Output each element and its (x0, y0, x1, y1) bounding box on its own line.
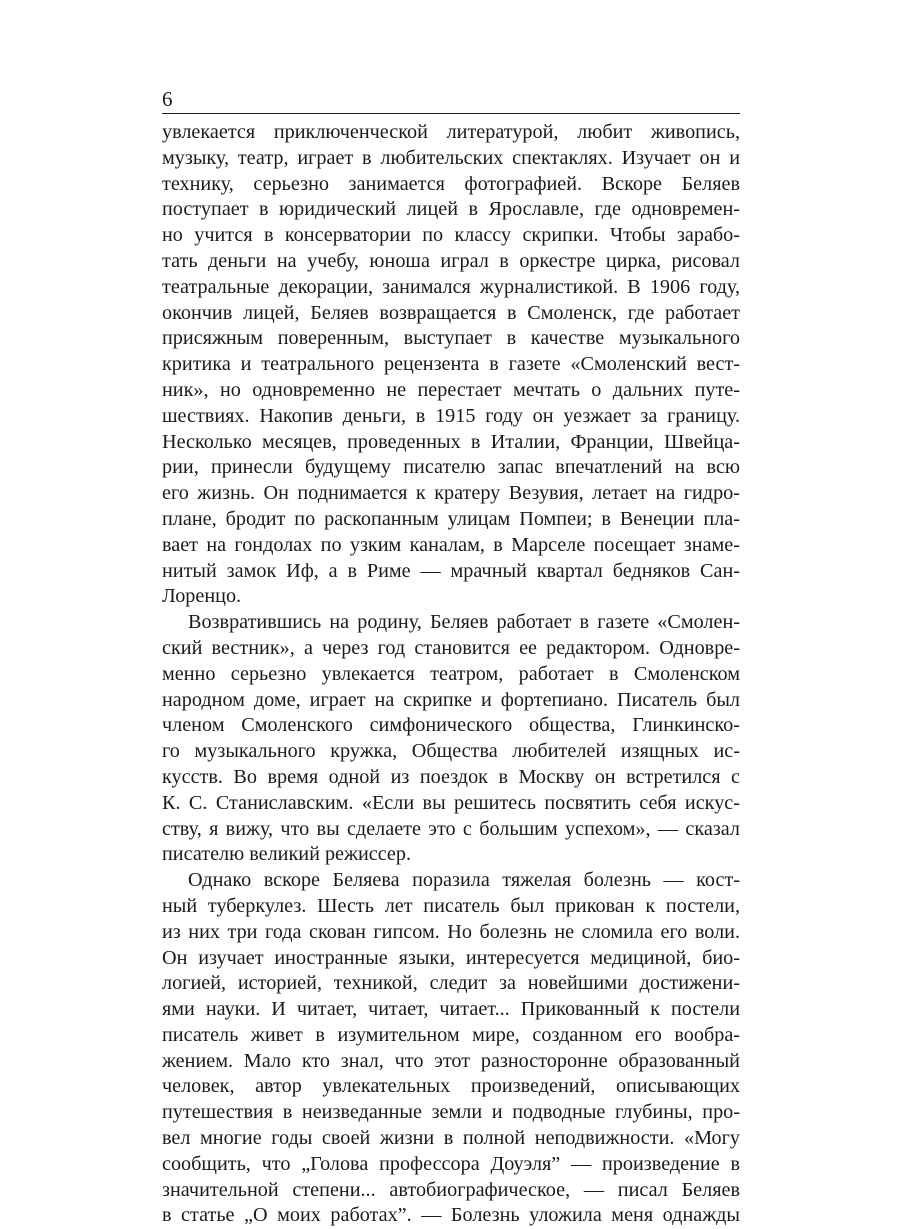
text-line: нитый замок Иф, а в Риме — мрачный квартал бедняков Сан- (162, 559, 740, 582)
text-line: Несколько месяцев, проведенных в Италии, Франции, Швейца- (162, 430, 740, 453)
running-head (162, 86, 740, 114)
text-line: писателю великий режиссер. (162, 843, 412, 866)
text-line: писатель живет в изумительном мире, созданном его вообра- (162, 1023, 740, 1046)
text-line: вает на гондолах по узким каналам, в Марселе посещает знаме- (162, 533, 740, 556)
text-line: го музыкального кружка, Общества любителей изящных ис- (162, 740, 740, 763)
text-line: ский вестник», а через год становится ее редактором. Одновре- (162, 636, 740, 659)
text-line: логией, историей, техникой, следит за новейшими достижени- (162, 972, 740, 995)
text-line: критика и театрального рецензента в газете «Смоленский вест- (162, 353, 740, 376)
text-line: Возвратившись на родину, Беляев работает в газете «Смолен- (188, 611, 740, 634)
body-text (162, 120, 740, 1229)
text-line: его жизнь. Он поднимается к кратеру Везувия, летает на гидро- (162, 482, 740, 505)
text-line: ству, я вижу, что вы сделаете это с большим успехом», — сказал (162, 817, 740, 840)
text-line: в статье „О моих работах”. — Болезнь уложила меня однажды (162, 1204, 740, 1227)
text-line: ный туберкулез. Шесть лет писатель был прикован к постели, (162, 894, 740, 917)
text-line: Он изучает иностранные языки, интересуется медициной, био- (162, 946, 740, 969)
text-line: ями науки. И читает, читает, читает... Прикованный к постели (162, 998, 740, 1021)
text-line: Однако вскоре Беляева поразила тяжелая болезнь — кост- (188, 869, 740, 892)
text-line: окончив лицей, Беляев возвращается в Смоленск, где работает (162, 301, 740, 324)
text-line: кусств. Во время одной из поездок в Москву он встретился с (162, 765, 740, 788)
text-line: сообщить, что „Голова профессора Доуэля” — произведение в (162, 1152, 740, 1175)
page-number: 6 (162, 87, 173, 111)
text-line: но учится в консерватории по классу скрипки. Чтобы зарабо- (162, 224, 740, 247)
text-line: К. С. Станиславским. «Если вы решитесь посвятить себя искус- (162, 791, 740, 814)
text-line: присяжным поверенным, выступает в качестве музыкального (162, 327, 740, 350)
text-line: Лоренцо. (162, 585, 242, 608)
text-line: музыку, театр, играет в любительских спектаклях. Изучает он и (162, 146, 740, 169)
text-line: из них три года скован гипсом. Но болезнь не сломила его воли. (162, 920, 740, 943)
paragraph (162, 610, 740, 868)
text-line: жением. Мало кто знал, что этот разносторонне образованный (162, 1049, 740, 1072)
text-line: театральные декорации, занимался журналистикой. В 1906 году, (162, 275, 740, 298)
text-line: значительной степени... автобиографическое, — писал Беляев (162, 1178, 740, 1201)
text-line: тать деньги на учебу, юноша играл в оркестре цирка, рисовал (162, 249, 740, 272)
text-line: увлекается приключенческой литературой, любит живопись, (162, 121, 740, 143)
text-line: членом Смоленского симфонического общества, Глинкинско- (162, 714, 740, 737)
text-line: ник», но одновременно не перестает мечтать о дальних путе- (162, 378, 740, 401)
text-line: народном доме, играет на скрипке и фортепиано. Писатель был (162, 688, 740, 711)
text-line: путешествия в неизведанные земли и подводные глубины, про- (162, 1101, 740, 1124)
text-line: вел многие годы своей жизни в полной неподвижности. «Могу (162, 1127, 740, 1150)
text-line: человек, автор увлекательных произведений, описывающих (162, 1075, 740, 1098)
paragraph (162, 120, 740, 610)
text-line: рии, принесли будущему писателю запас впечатлений на всю (162, 456, 740, 479)
text-line: поступает в юридический лицей в Ярославле, где одновремен- (162, 198, 740, 221)
text-line: менно серьезно увлекается театром, работает в Смоленском (162, 662, 740, 685)
text-line: плане, бродит по раскопанным улицам Помпеи; в Венеции пла- (162, 507, 740, 530)
paragraph (162, 868, 740, 1229)
text-line: шествиях. Накопив деньги, в 1915 году он уезжает за границу. (162, 404, 740, 427)
text-line: технику, серьезно занимается фотографией. Вскоре Беляев (162, 172, 740, 195)
book-page (162, 86, 740, 1229)
header-rule (162, 113, 740, 114)
